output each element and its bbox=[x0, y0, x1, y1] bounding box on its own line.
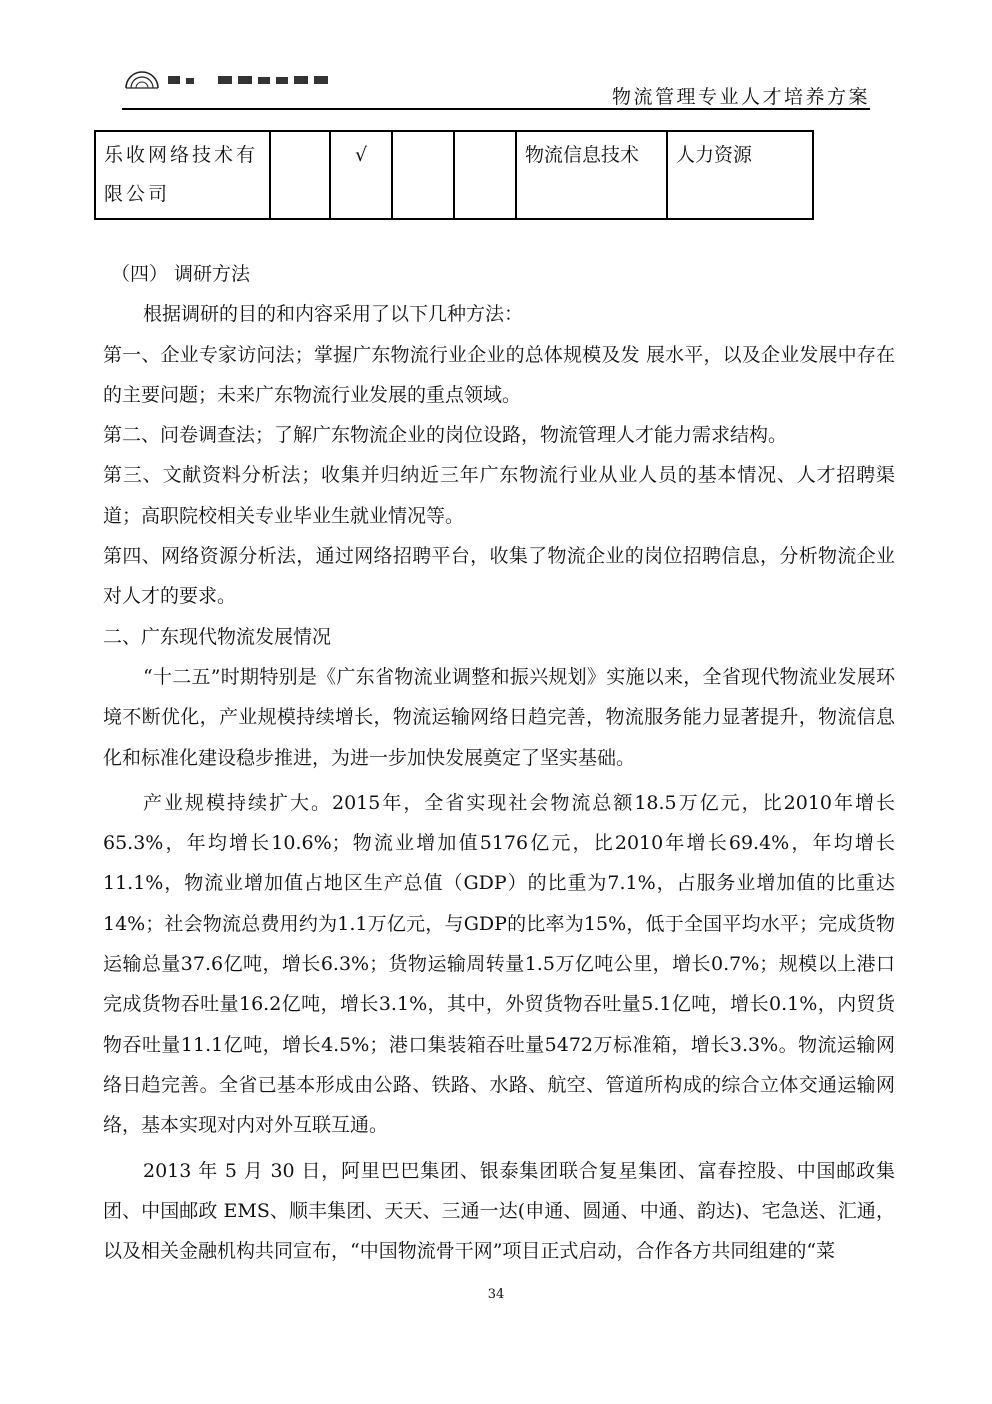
paragraph: 第三、文献资料分析法；收集并归纳近三年广东物流行业从业人员的基本情况、人才招聘渠道；高职院校相关专业毕业生就业情况等。 bbox=[103, 464, 895, 527]
paragraph: “十二五”时期特别是《广东省物流业调整和振兴规划》实施以来，全省现代物流业发展环境不断优化，产业规模持续增长，物流运输网络日趋完善，物流服务能力显著提升，物流信息化和标准化建设稳步推进，为进一步加快发展奠定了坚实基础。 bbox=[103, 665, 895, 769]
empty-cell bbox=[454, 131, 516, 219]
paragraph: 第二、问卷调查法；了解广东物流企业的岗位设路，物流管理人才能力需求结构。 bbox=[103, 424, 788, 447]
page-number: 34 bbox=[487, 1287, 505, 1302]
paragraph: 第一、企业专家访问法；掌握广东物流行业企业的总体规模及发 展水平，以及企业发展中存在的主要问题；未来广东物流行业发展的重点领域。 bbox=[103, 343, 895, 406]
empty-cell bbox=[270, 131, 330, 219]
paragraph: 2013 年 5 月 30 日，阿里巴巴集团、银泰集团联合复星集团、富春控股、中国邮政集团、中国邮政 EMS、顺丰集团、天天、三通一达(申通、圆通、中通、韵达)、宅急送、汇通，以及相关金融机构共同宣布，“中国物流骨干网”项目正式启动，合作各方共同组建的“菜 bbox=[103, 1159, 895, 1263]
company-cell: 乐收网络技术有限公司 bbox=[95, 131, 270, 219]
body-text bbox=[103, 254, 895, 1271]
page-header bbox=[122, 66, 870, 110]
document-title: 物流管理专业人才培养方案 bbox=[611, 86, 870, 108]
skill-cell: 物流信息技术 bbox=[516, 131, 667, 219]
empty-cell bbox=[392, 131, 454, 219]
enterprise-survey-table bbox=[94, 130, 814, 220]
school-logo-icon bbox=[122, 70, 162, 90]
paragraph: 产业规模持续扩大。2015年，全省实现社会物流总额18.5万亿元，比2010年增长65.3%，年均增长10.6%；物流业增加值5176亿元，比2010年增长69.4%，年均增长11.1%，物流业增加值占地区生产总值（GDP）的比重为7.1%，占服务业增加值的比重达14%；社会物流总费用约为1.1万亿元，与GDP的比率为15%，低于全国平均水平；完成货物运输总量37.6亿吨，增长6.3%；货物运输周转量1.5万亿吨公里，增长0.7%；规模以上港口完成货物吞吐量16.2亿吨，增长3.1%，其中，外贸货物吞吐量5.1亿吨，增长0.1%，内贸货物吞吐量11.1亿吨，增长4.5%；港口集装箱吞吐量5472万标准箱，增长3.3%。物流运输网络日趋完善。全省已基本形成由公路、铁路、水路、航空、管道所构成的综合立体交通运输网络，基本实现对内对外互联互通。 bbox=[103, 791, 895, 1137]
section-heading: （四） 调研方法 bbox=[111, 263, 251, 285]
paragraph: 第四、网络资源分析法，通过网络招聘平台，收集了物流企业的岗位招聘信息，分析物流企业对人才的要求。 bbox=[103, 545, 895, 608]
checkmark-cell: √ bbox=[330, 131, 392, 219]
paragraph: 根据调研的目的和内容采用了以下几种方法： bbox=[143, 303, 524, 326]
section-heading: 二、广东现代物流发展情况 bbox=[103, 625, 332, 648]
department-cell: 人力资源 bbox=[667, 131, 813, 219]
school-name-logotype bbox=[166, 74, 346, 84]
table-row bbox=[95, 131, 813, 219]
